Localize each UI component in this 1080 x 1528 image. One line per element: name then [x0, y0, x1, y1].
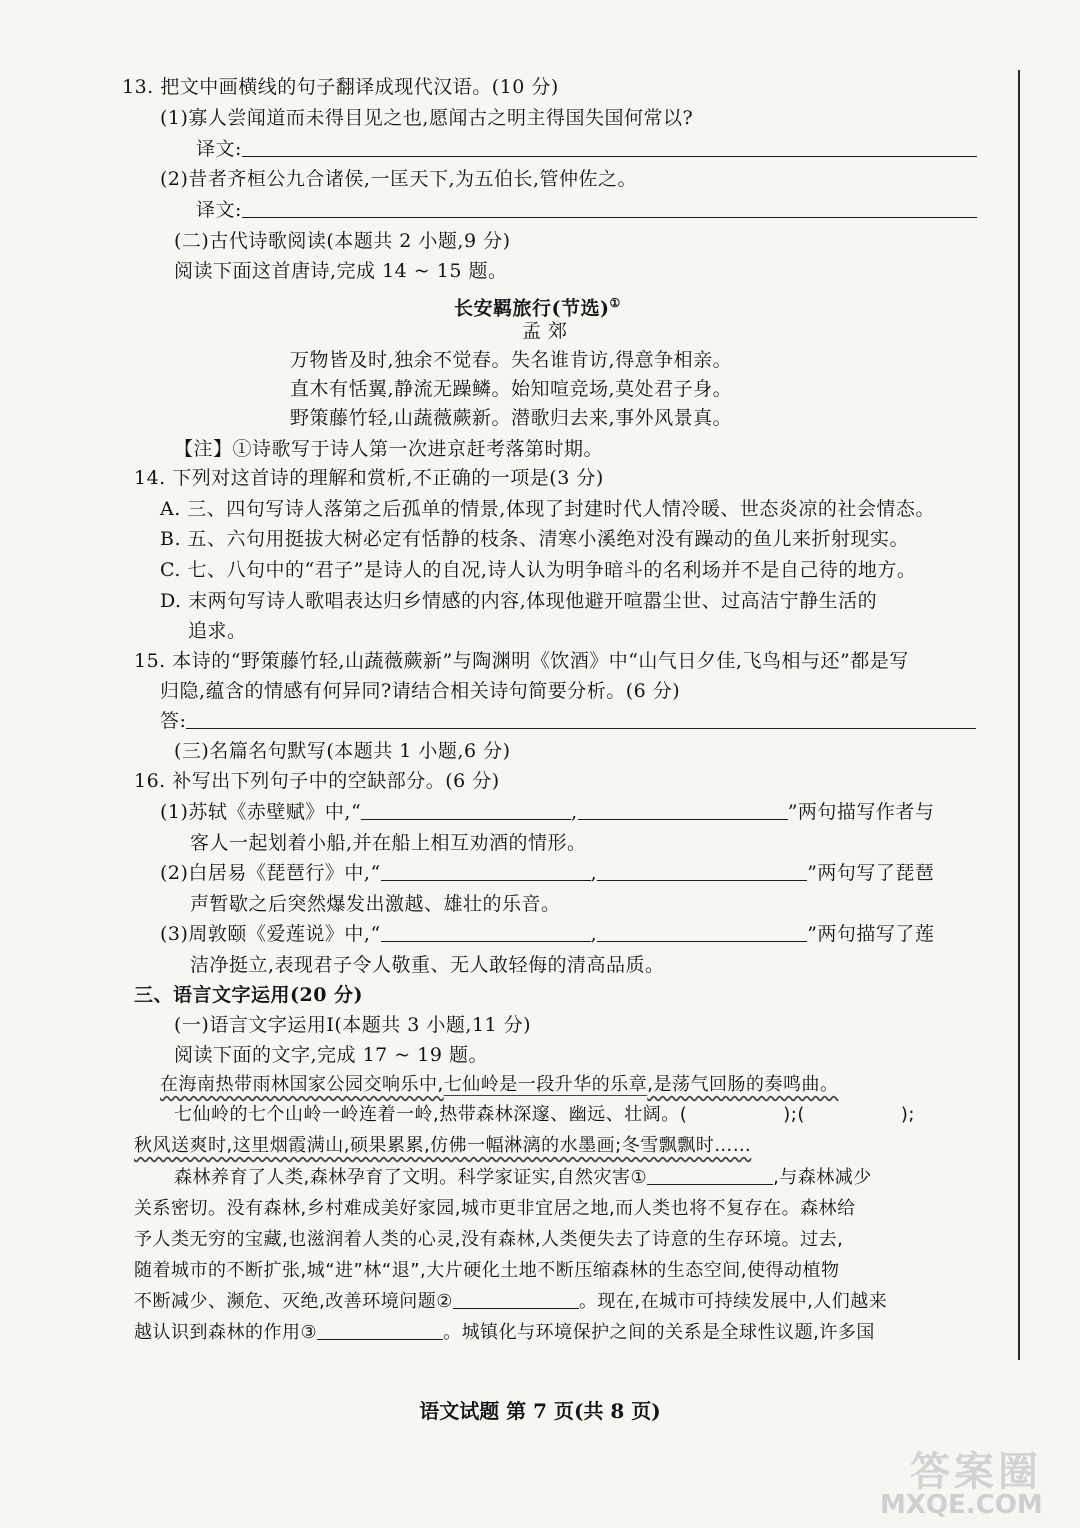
wavy-underlined-text: 秋风送爽时,这里烟霞满山,硕果累累,仿佛一幅淋漓的水墨画;冬雪飘飘时……: [134, 1135, 752, 1156]
poem-note: 【注】①诗歌写于诗人第一次进京赶考落第时期。: [174, 438, 604, 460]
passage-text: 越认识到森林的作用③: [134, 1322, 318, 1343]
part-subheading: (一)语言文字运用Ⅰ(本题共 3 小题,11 分): [174, 1014, 532, 1036]
fill-blank-3[interactable]: [317, 1321, 443, 1340]
wavy-underlined-text: ,是荡气回肠的奏鸣曲。: [647, 1074, 839, 1095]
section-instruction: 阅读下面这首唐诗,完成 14 ~ 15 题。: [174, 260, 508, 282]
poem-author: 孟 郊: [522, 320, 568, 342]
passage-line-7: 随着城市的不断扩张,城“进”林“退”,大片硬化土地不断压缩森林的生态空间,使得动植物: [134, 1260, 840, 1281]
section-heading: (三)名篇名句默写(本题共 1 小题,6 分): [174, 740, 511, 762]
footnote-mark: ①: [609, 296, 621, 310]
passage-text: ,与森林减少: [773, 1167, 872, 1188]
item-prompt-end: ”两句描写了莲: [807, 923, 935, 945]
q16-item-1-cont: 客人一起划着小船,并在船上相互劝酒的情形。: [190, 832, 587, 854]
option-a: A. 三、四句写诗人落第之后孤单的情景,体现了封建时代人情冷暖、世态炎凉的社会情态。: [160, 498, 935, 520]
poem-line: 野策藤竹轻,山蔬薇蕨新。潜歌归去来,事外风景真。: [290, 407, 733, 429]
translation-label: 译文:: [196, 138, 242, 160]
fill-blank[interactable]: [381, 923, 591, 942]
q15-title: 15. 本诗的“野策藤竹轻,山蔬薇蕨新”与陶渊明《饮酒》中“山气日夕佳,飞鸟相与还”都是写: [134, 650, 909, 672]
underlined-text: 七仙岭是一段升华的乐章: [443, 1074, 648, 1095]
part-heading: 三、语言文字运用(20 分): [134, 984, 364, 1006]
q16-item-2: [160, 858, 934, 888]
passage-text: 森林养育了人类,森林孕育了文明。科学家证实,自然灾害①: [174, 1167, 648, 1188]
fill-blank[interactable]: [597, 923, 807, 942]
option-c: C. 七、八句中的“君子”是诗人的自况,诗人认为明争暗斗的名利场并不是自己待的地方。: [160, 559, 917, 581]
passage-text: );(: [783, 1104, 805, 1125]
q16-item-3: [160, 919, 934, 949]
translation-label: 译文:: [196, 199, 242, 221]
item-prompt-end: ”两句写了琵琶: [807, 862, 935, 884]
passage-line-9: [134, 1318, 875, 1348]
passage-text: );: [900, 1104, 915, 1125]
q16-item-3-cont: 洁净挺立,表现君子令人敬重、无人敢轻侮的清高品质。: [190, 954, 665, 976]
answer-label: 答:: [160, 710, 187, 732]
comma: ,: [590, 923, 598, 945]
option-d: D. 末两句写诗人歌唱表达归乡情感的内容,体现他避开喧嚣尘世、过高洁宁静生活的: [160, 590, 878, 612]
q13-sentence-2: (2)昔者齐桓公九合诸侯,一匡天下,为五伯长,管仲佐之。: [160, 168, 638, 190]
fill-blank-1[interactable]: [647, 1166, 773, 1185]
fill-blank[interactable]: [597, 862, 807, 881]
passage-line-2: [174, 1100, 915, 1130]
item-prompt: (3)周敦颐《爱莲说》中,“: [160, 923, 381, 945]
fill-blank-2[interactable]: [453, 1290, 579, 1309]
q16-title: 16. 补写出下列句子中的空缺部分。(6 分): [134, 770, 500, 792]
comma: ,: [590, 862, 598, 884]
answer-line[interactable]: [242, 138, 977, 157]
q16-item-1: [160, 797, 934, 827]
passage-line-1: [160, 1070, 838, 1100]
comma: ,: [571, 801, 578, 823]
q13-translation-2: [196, 195, 977, 225]
page-footer: 语文试题 第 7 页(共 8 页): [419, 1399, 661, 1423]
poem-line: 万物皆及时,独余不觉春。失名谁肯访,得意争相亲。: [290, 349, 733, 371]
passage-line-3: [134, 1131, 751, 1161]
section-heading: (二)古代诗歌阅读(本题共 2 小题,9 分): [174, 230, 511, 252]
poem-line: 直木有恬翼,静流无躁鳞。始知喧竞场,莫处君子身。: [290, 378, 733, 400]
part-instruction: 阅读下面的文字,完成 17 ~ 19 题。: [174, 1044, 488, 1066]
wavy-underlined-text: 在海南热带雨林国家公园交响乐中,: [160, 1074, 444, 1095]
answer-line[interactable]: [186, 710, 976, 729]
poem-title-text: 长安羁旅行(节选): [454, 297, 610, 320]
option-b: B. 五、六句用挺拔大树必定有恬静的枝条、清寒小溪绝对没有躁动的鱼儿来折射现实。: [160, 528, 910, 550]
passage-text: 。现在,在城市可持续发展中,人们越来: [578, 1291, 888, 1312]
q16-item-2-cont: 声暂歇之后突然爆发出激越、雄壮的乐音。: [190, 893, 561, 915]
passage-line-6: 予人类无穷的宝藏,也滋润着人类的心灵,没有森林,人类便失去了诗意的生存环境。过去,: [134, 1229, 844, 1250]
q15-answer: [160, 706, 976, 736]
margin-rule: [1018, 70, 1020, 1360]
passage-text: 七仙岭的七个山岭一岭连着一岭,热带森林深邃、幽远、壮阔。(: [174, 1104, 688, 1125]
passage-text: 。城镇化与环境保护之间的关系是全球性议题,许多国: [443, 1322, 875, 1343]
watermark-logo: 答案圈: [910, 1449, 1042, 1495]
passage-line-4: [174, 1163, 872, 1193]
q13-translation-1: [196, 134, 977, 164]
fill-blank[interactable]: [381, 862, 591, 881]
watermark-url: MXQE.COM: [880, 1490, 1043, 1520]
passage-line-8: [134, 1287, 887, 1317]
q14-title: 14. 下列对这首诗的理解和赏析,不正确的一项是(3 分): [134, 467, 604, 489]
option-d-cont: 追求。: [188, 620, 247, 642]
fill-blank[interactable]: [578, 801, 788, 820]
item-prompt-end: ”两句描写作者与: [787, 801, 935, 823]
fill-blank[interactable]: [361, 801, 571, 820]
q13-sentence-1: (1)寡人尝闻道而未得目见之也,愿闻古之明主得国失国何常以?: [160, 107, 694, 129]
item-prompt: (1)苏轼《赤壁赋》中,“: [160, 801, 362, 823]
passage-text: 不断减少、濒危、灭绝,改善环境问题②: [134, 1291, 453, 1312]
passage-line-5: 关系密切。没有森林,乡村难成美好家园,城市更非宜居之地,而人类也将不复存在。森林给: [134, 1198, 856, 1219]
watermark: [880, 1440, 1070, 1522]
answer-line[interactable]: [242, 199, 977, 218]
q13-title: 13. 把文中画横线的句子翻译成现代汉语。(10 分): [122, 76, 559, 98]
item-prompt: (2)白居易《琵琶行》中,“: [160, 862, 381, 884]
q15-title-cont: 归隐,蕴含的情感有何异同?请结合相关诗句简要分析。(6 分): [160, 680, 681, 702]
